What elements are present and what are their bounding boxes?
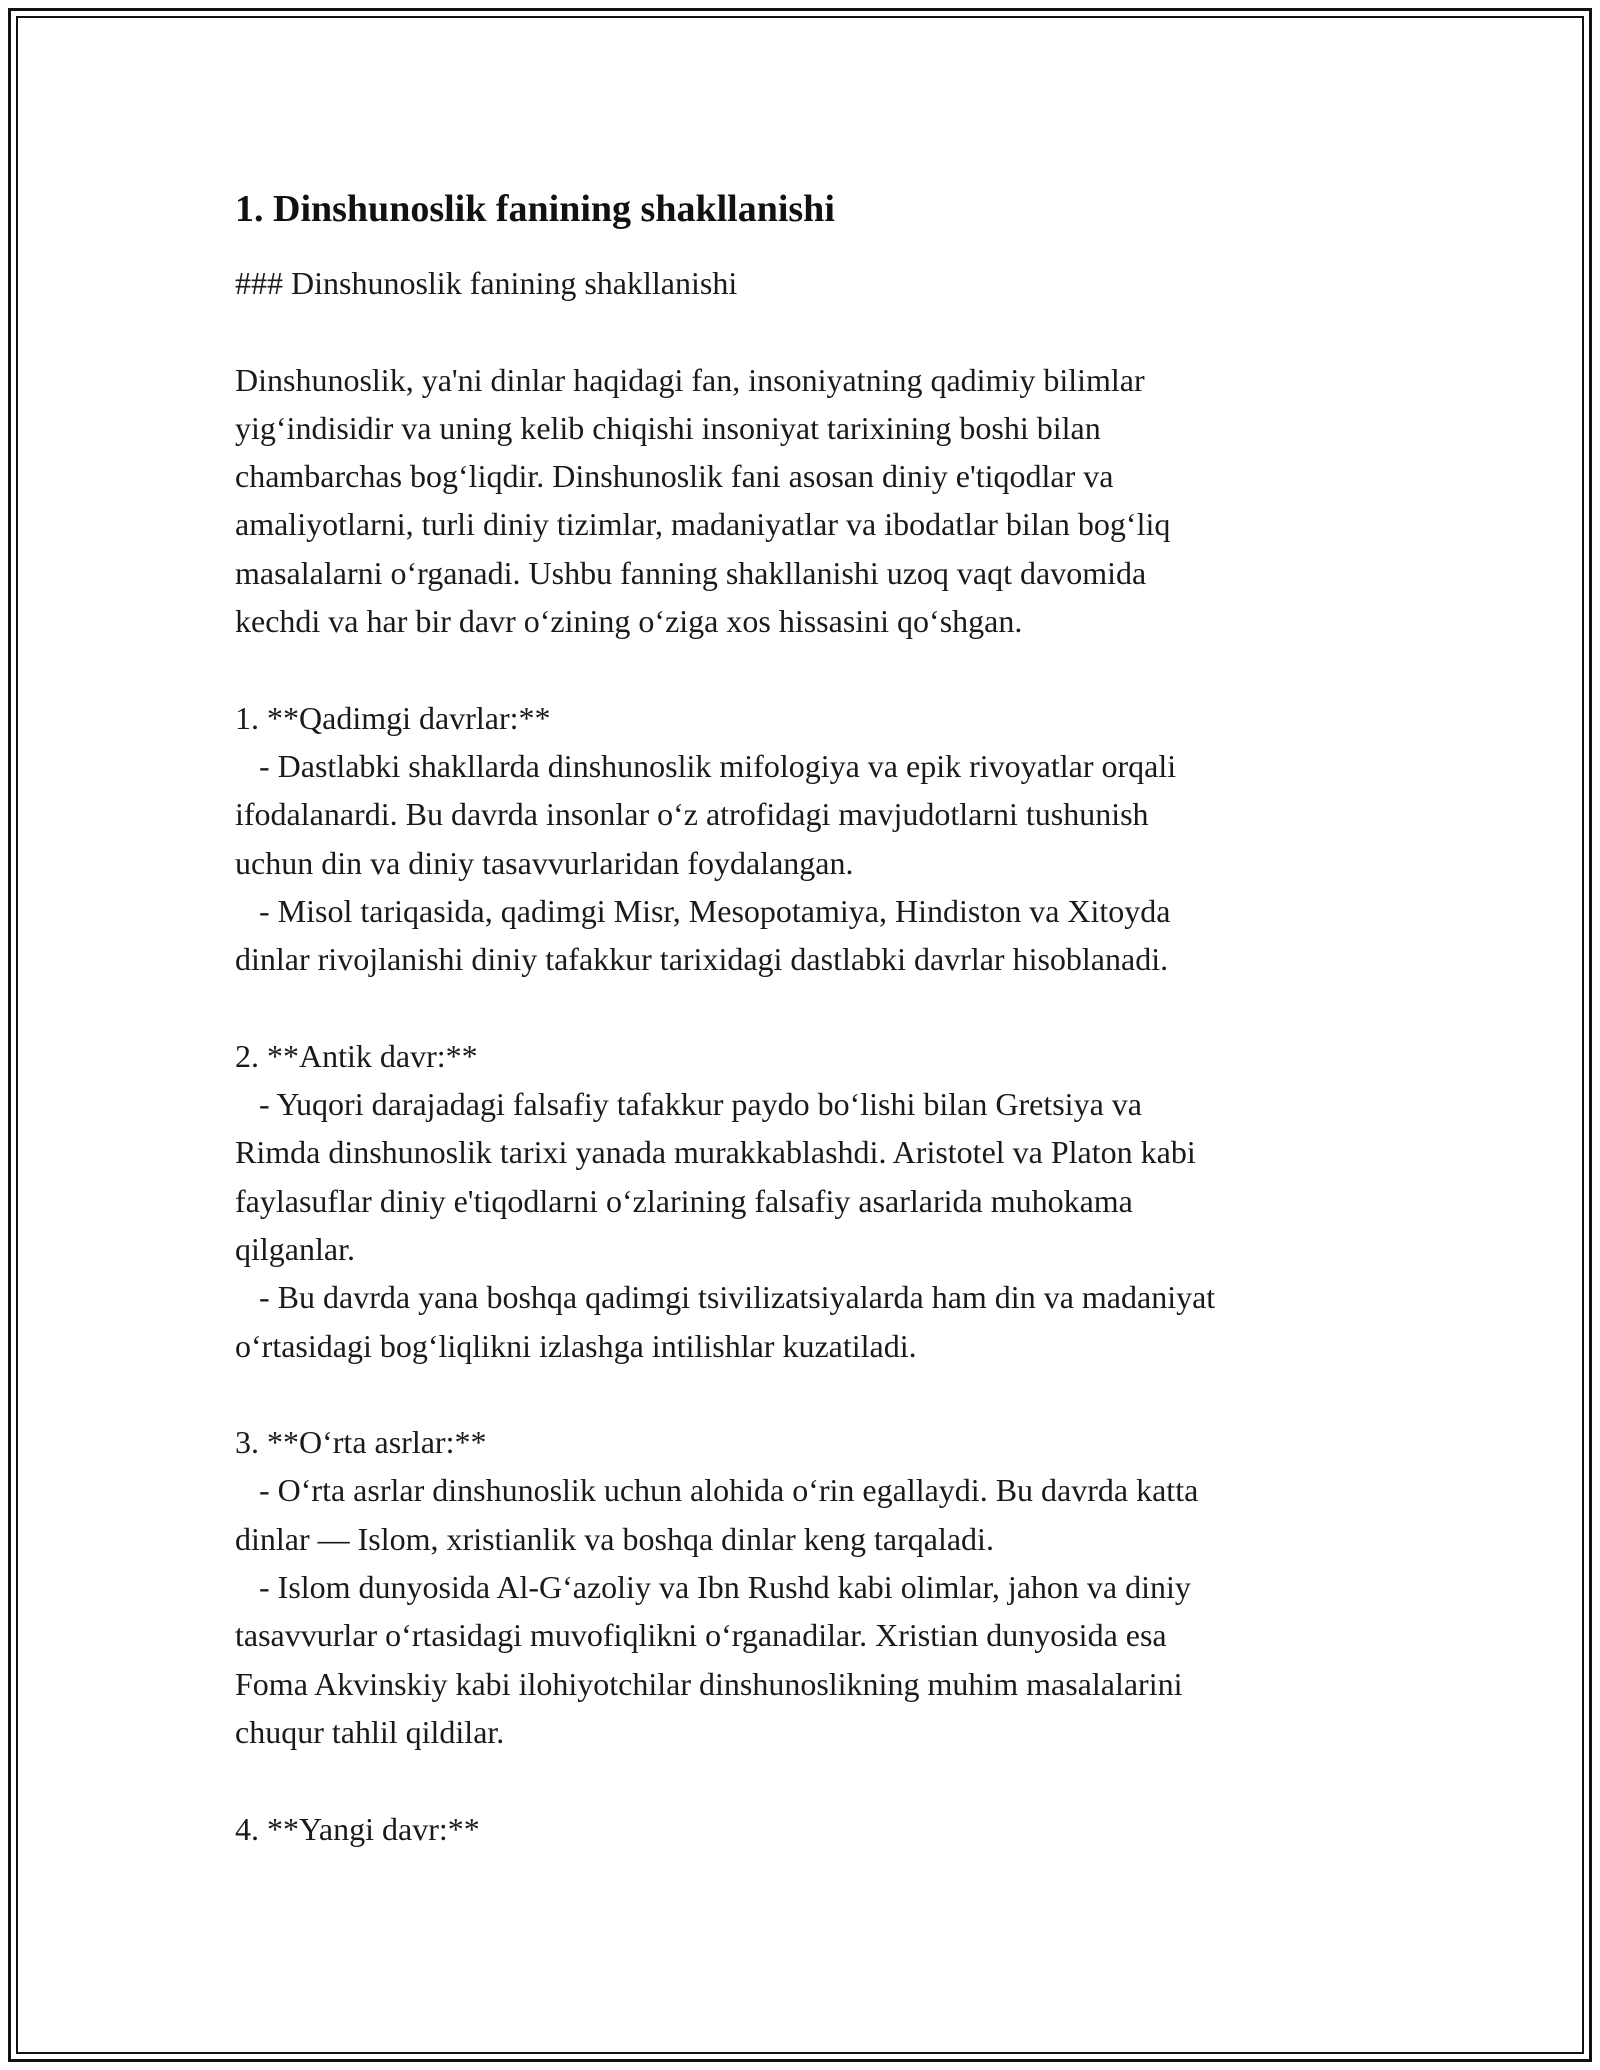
text-line: 4. **Yangi davr:** (235, 1810, 480, 1847)
text-line: 3. **O‘rta asrlar:** (235, 1424, 487, 1461)
text-line: - Yuqori darajadagi falsafiy tafakkur paydo bo‘lishi bilan Gretsiya va (235, 1086, 1142, 1123)
document-text (235, 259, 1395, 1853)
text-line: - Dastlabki shakllarda dinshunoslik mifologiya va epik rivoyatlar orqali (235, 747, 1177, 784)
blank-line (235, 1756, 1395, 1804)
text-line: faylasuflar diniy e'tiqodlarni o‘zlarining falsafiy asarlarida muhokama (235, 1182, 1133, 1219)
text-line: - Bu davrda yana boshqa qadimgi tsivilizatsiyalarda ham din va madaniyat (235, 1279, 1216, 1316)
text-line: chuqur tahlil qildilar. (235, 1713, 505, 1750)
text-line: - Misol tariqasida, qadimgi Misr, Mesopotamiya, Hindiston va Xitoyda (235, 892, 1171, 929)
text-line: yig‘indisidir va uning kelib chiqishi insoniyat tarixining boshi bilan (235, 409, 1101, 446)
blank-line (235, 645, 1395, 693)
text-line: masalalarni o‘rganadi. Ushbu fanning shakllanishi uzoq vaqt davomida (235, 554, 1147, 591)
blank-line (235, 983, 1395, 1031)
text-line: Rimda dinshunoslik tarixi yanada murakkablashdi. Aristotel va Platon kabi (235, 1134, 1196, 1171)
text-line: tasavvurlar o‘rtasidagi muvofiqlikni o‘rganadilar. Xristian dunyosida esa (235, 1617, 1167, 1654)
text-line: ### Dinshunoslik fanining shakllanishi (235, 265, 738, 301)
text-line: 1. **Qadimgi davrlar:** (235, 699, 551, 736)
text-line: qilganlar. (235, 1230, 355, 1267)
text-line: Dinshunoslik, ya'ni dinlar haqidagi fan, insoniyatning qadimiy bilimlar (235, 361, 1145, 398)
text-line: chambarchas bog‘liqdir. Dinshunoslik fani asosan diniy e'tiqodlar va (235, 458, 1114, 495)
text-line: kechdi va har bir davr o‘zining o‘ziga xos hissasini qo‘shgan. (235, 603, 1023, 640)
text-line: o‘rtasidagi bog‘liqlikni izlashga intilishlar kuzatiladi. (235, 1327, 917, 1364)
blank-line (235, 307, 1395, 355)
text-line: Foma Akvinskiy kabi ilohiyotchilar dinshunoslikning muhim masalalarini (235, 1665, 1183, 1702)
blank-line (235, 1370, 1395, 1418)
document-body (235, 185, 1395, 1853)
document-heading: 1. Dinshunoslik fanining shakllanishi (235, 188, 835, 230)
text-line: dinlar — Islom, xristianlik va boshqa dinlar keng tarqaladi. (235, 1520, 994, 1557)
text-line: amaliyotlarni, turli diniy tizimlar, madaniyatlar va ibodatlar bilan bog‘liq (235, 506, 1171, 543)
text-line: - O‘rta asrlar dinshunoslik uchun alohida o‘rin egallaydi. Bu davrda katta (235, 1472, 1199, 1509)
text-line: ifodalanardi. Bu davrda insonlar o‘z atrofidagi mavjudotlarni tushunish (235, 796, 1149, 833)
text-line: - Islom dunyosida Al-G‘azoliy va Ibn Rushd kabi olimlar, jahon va diniy (235, 1569, 1191, 1606)
text-line: uchun din va diniy tasavvurlaridan foydalangan. (235, 844, 854, 881)
text-line: dinlar rivojlanishi diniy tafakkur tarixidagi dastlabki davrlar hisoblanadi. (235, 941, 1169, 978)
text-line: 2. **Antik davr:** (235, 1037, 478, 1074)
